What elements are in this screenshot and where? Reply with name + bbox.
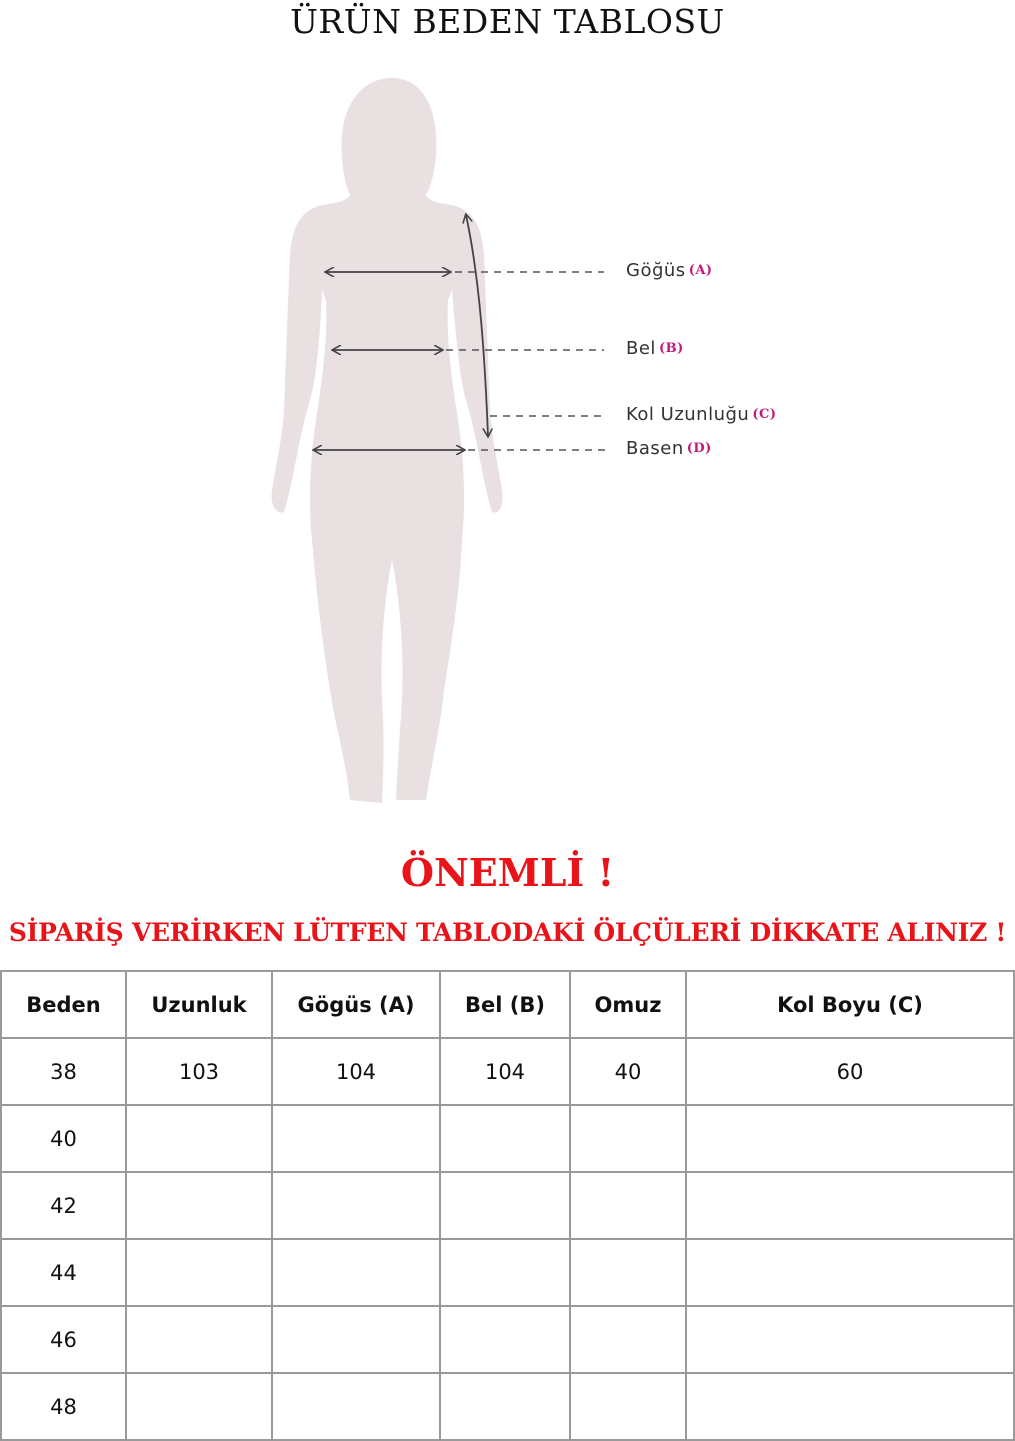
cell-shoulder: 40 bbox=[570, 1038, 686, 1105]
cell-shoulder bbox=[570, 1373, 686, 1440]
cell-length bbox=[126, 1239, 272, 1306]
body-silhouette-illustration bbox=[0, 60, 1015, 820]
cell-sleeve bbox=[686, 1172, 1014, 1239]
cell-chest: 104 bbox=[272, 1038, 440, 1105]
table-row bbox=[1, 1239, 1014, 1306]
woman-silhouette bbox=[272, 78, 503, 803]
cell-length bbox=[126, 1306, 272, 1373]
cell-waist: 104 bbox=[440, 1038, 570, 1105]
important-heading: ÖNEMLİ ! bbox=[400, 850, 615, 895]
table-row bbox=[1, 1373, 1014, 1440]
cell-waist bbox=[440, 1373, 570, 1440]
col-header-waist: Bel (B) bbox=[440, 971, 570, 1038]
col-header-size: Beden bbox=[1, 971, 126, 1038]
cell-length bbox=[126, 1373, 272, 1440]
table-row bbox=[1, 1172, 1014, 1239]
label-hip: Basen (D) bbox=[626, 438, 712, 459]
table-row bbox=[1, 1105, 1014, 1172]
cell-shoulder bbox=[570, 1306, 686, 1373]
page-title: ÜRÜN BEDEN TABLOSU bbox=[290, 2, 725, 41]
cell-waist bbox=[440, 1105, 570, 1172]
col-header-length: Uzunluk bbox=[126, 971, 272, 1038]
cell-size: 38 bbox=[1, 1038, 126, 1105]
cell-size: 42 bbox=[1, 1172, 126, 1239]
cell-chest bbox=[272, 1306, 440, 1373]
cell-waist bbox=[440, 1306, 570, 1373]
cell-chest bbox=[272, 1105, 440, 1172]
size-table bbox=[0, 970, 1015, 1441]
cell-shoulder bbox=[570, 1239, 686, 1306]
col-header-sleeve: Kol Boyu (C) bbox=[686, 971, 1014, 1038]
label-waist: Bel (B) bbox=[626, 338, 684, 359]
table-row bbox=[1, 1306, 1014, 1373]
label-sleeve-length: Kol Uzunluğu (C) bbox=[626, 404, 777, 425]
cell-length: 103 bbox=[126, 1038, 272, 1105]
cell-waist bbox=[440, 1172, 570, 1239]
cell-size: 40 bbox=[1, 1105, 126, 1172]
cell-length bbox=[126, 1172, 272, 1239]
order-notice: SİPARİŞ VERİRKEN LÜTFEN TABLODAKİ ÖLÇÜLERİ DİKKATE ALINIZ ! bbox=[8, 918, 1007, 947]
table-header-row bbox=[1, 971, 1014, 1038]
cell-length bbox=[126, 1105, 272, 1172]
cell-chest bbox=[272, 1172, 440, 1239]
cell-size: 48 bbox=[1, 1373, 126, 1440]
col-header-shoulder: Omuz bbox=[570, 971, 686, 1038]
cell-shoulder bbox=[570, 1172, 686, 1239]
cell-sleeve bbox=[686, 1239, 1014, 1306]
label-chest: Göğüs (A) bbox=[626, 260, 713, 281]
measurement-figure bbox=[0, 60, 1015, 820]
cell-sleeve bbox=[686, 1306, 1014, 1373]
cell-waist bbox=[440, 1239, 570, 1306]
col-header-chest: Gögüs (A) bbox=[272, 971, 440, 1038]
cell-chest bbox=[272, 1239, 440, 1306]
cell-sleeve bbox=[686, 1105, 1014, 1172]
cell-chest bbox=[272, 1373, 440, 1440]
table-row bbox=[1, 1038, 1014, 1105]
cell-shoulder bbox=[570, 1105, 686, 1172]
cell-sleeve: 60 bbox=[686, 1038, 1014, 1105]
cell-size: 44 bbox=[1, 1239, 126, 1306]
cell-size: 46 bbox=[1, 1306, 126, 1373]
cell-sleeve bbox=[686, 1373, 1014, 1440]
